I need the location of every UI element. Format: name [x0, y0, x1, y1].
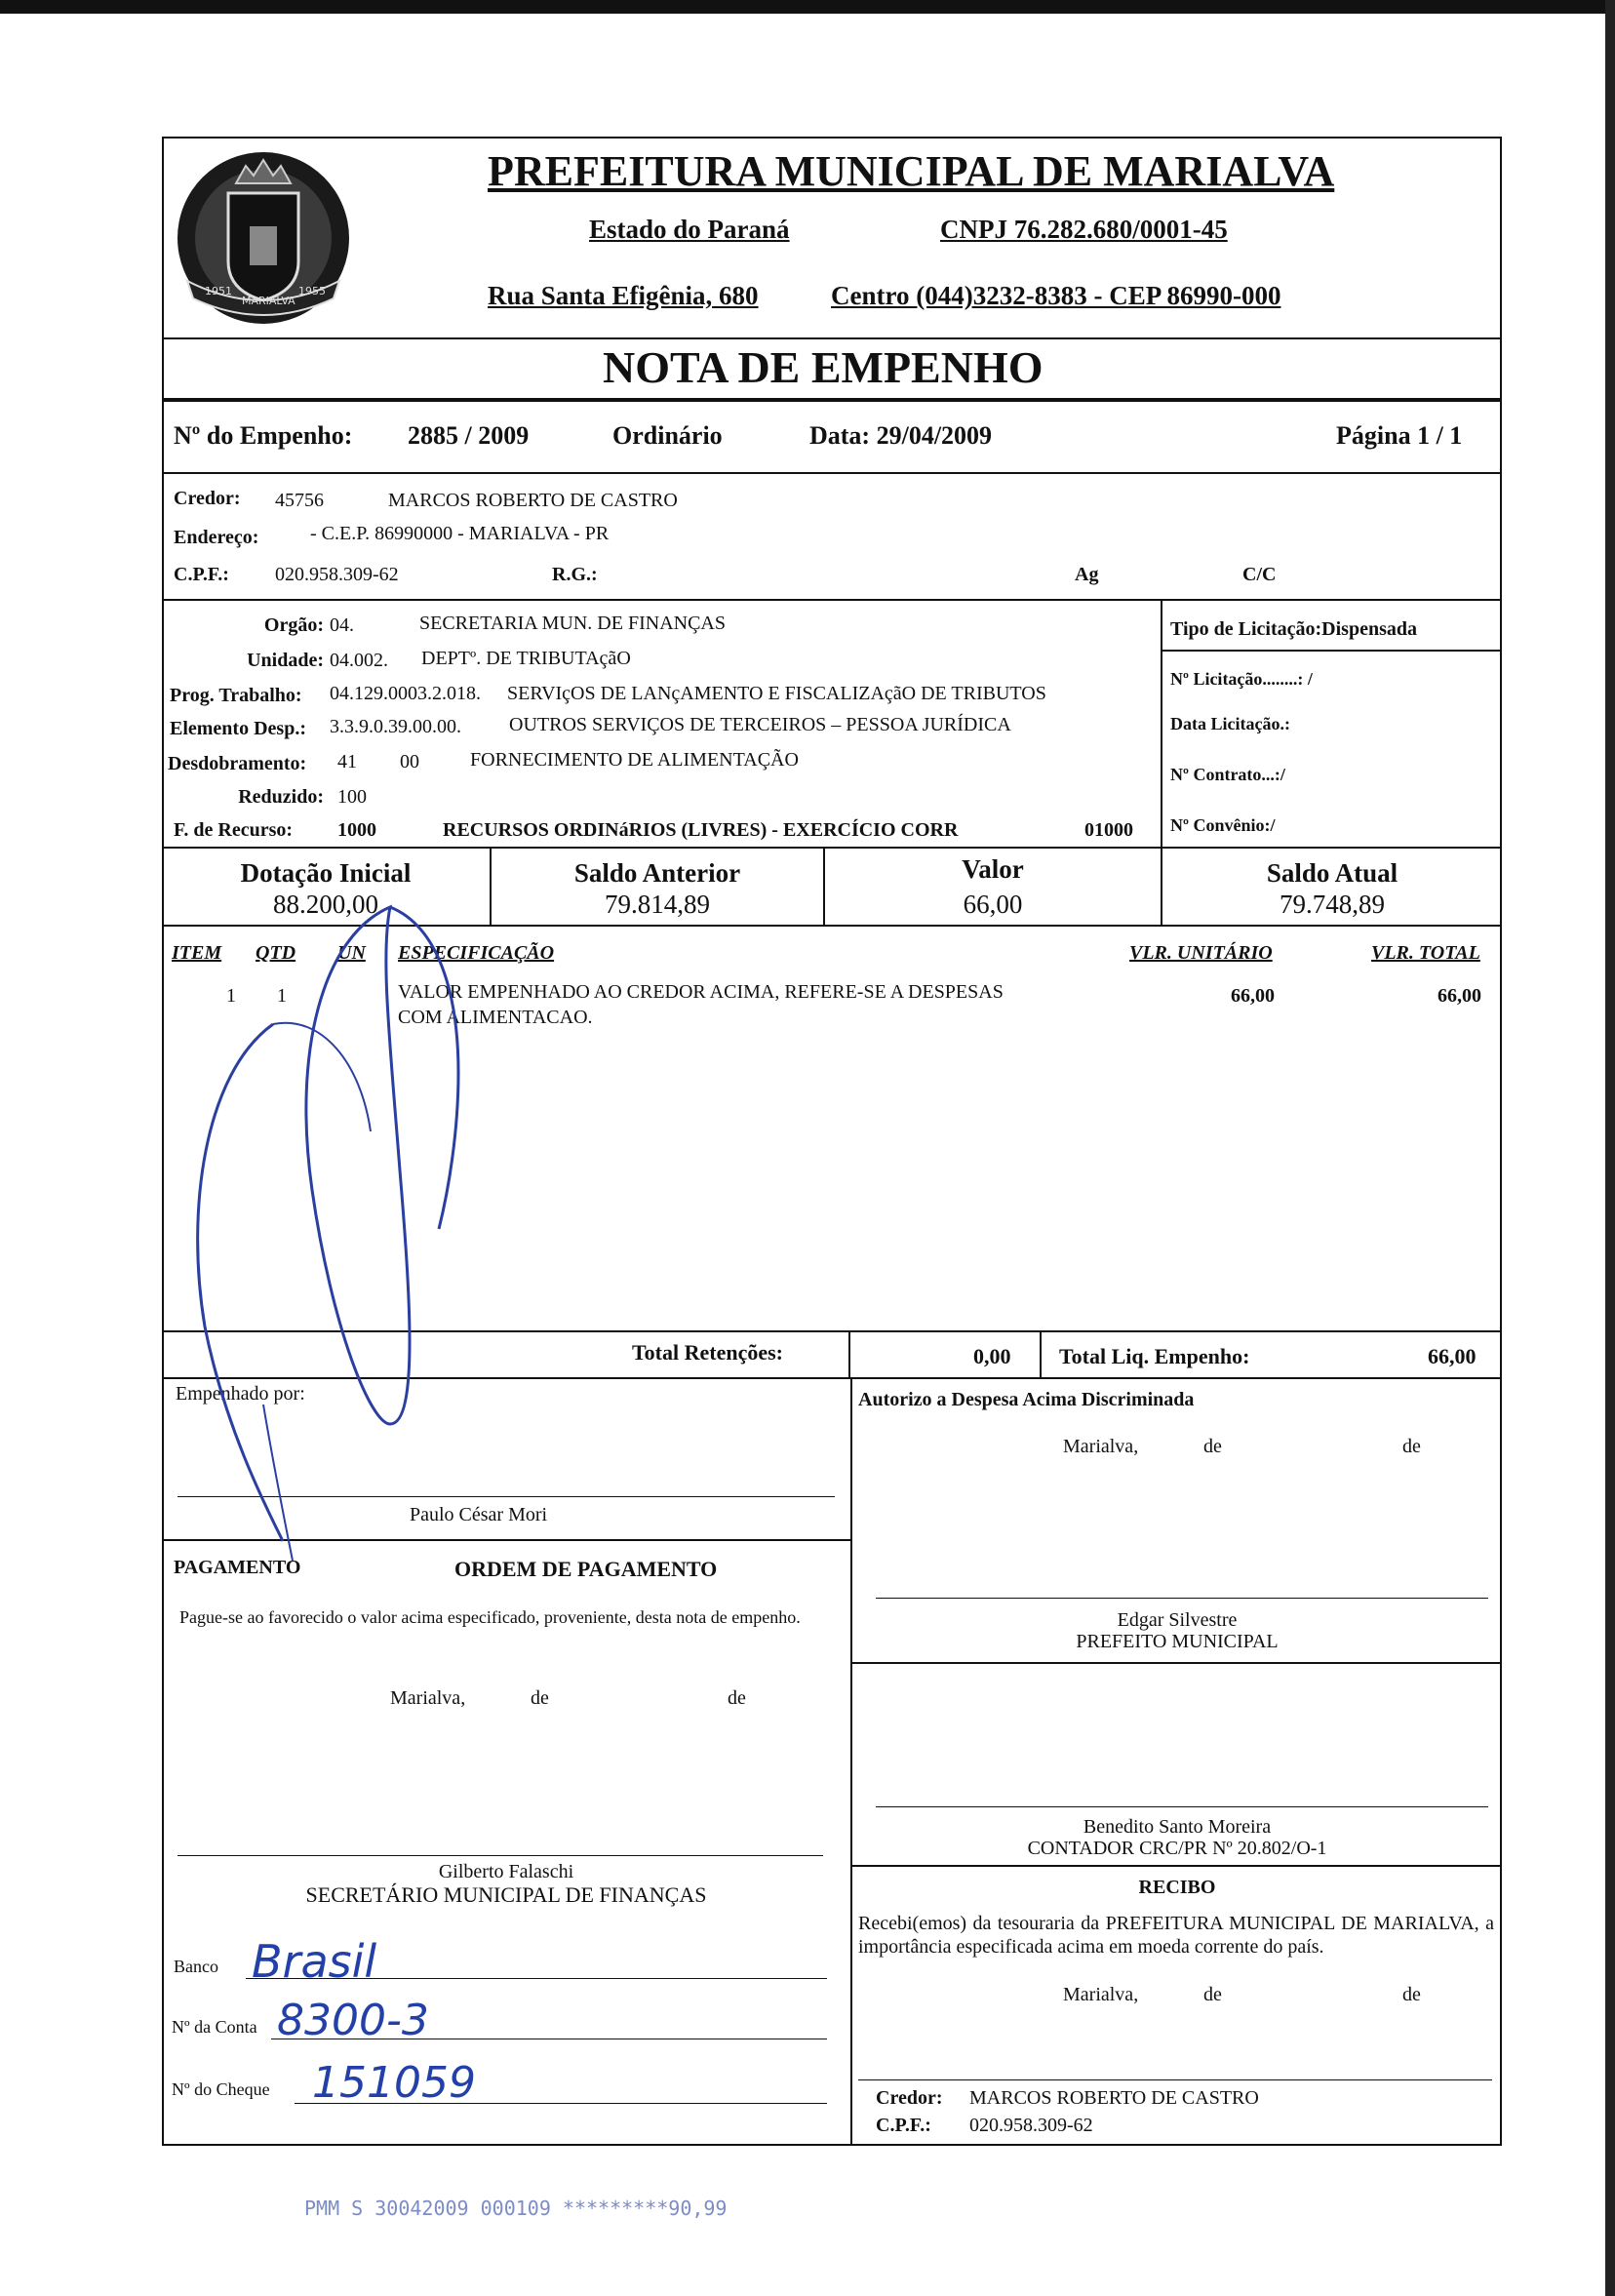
municipal-crest [168, 144, 359, 336]
elemento-name: OUTROS SERVIÇOS DE TERCEIROS – PESSOA JURÍDICA [509, 714, 1011, 735]
autorizo-label: Autorizo a Despesa Acima Discriminada [858, 1389, 1195, 1410]
state-name: Estado do Paraná [589, 215, 790, 244]
credor-name: MARCOS ROBERTO DE CASTRO [388, 490, 678, 511]
divider [852, 1662, 1502, 1664]
elemento-code: 3.3.9.0.39.00.00. [330, 716, 461, 737]
dotacao-inicial-value: 88.200,00 [273, 890, 378, 919]
col-unit-header: VLR. UNITÁRIO [1129, 942, 1273, 964]
cheque-label: Nº do Cheque [172, 2079, 270, 2099]
recibo-text: Recebi(emos) da tesouraria da PREFEITURA MUNICIPAL DE MARIALVA, a importância especificada acima em moeda corrente do país. [858, 1913, 1494, 1958]
row-qtd: 1 [277, 985, 287, 1007]
col-spec-header: ESPECIFICAÇÃO [398, 942, 555, 964]
recurso-label: F. de Recurso: [174, 819, 294, 841]
empenho-date: Data: 29/04/2009 [809, 421, 993, 450]
prefeito-name: Edgar Silvestre [1117, 1609, 1238, 1631]
divider [162, 847, 1502, 849]
signature-line [876, 1598, 1488, 1599]
cpf-label: C.P.F.: [174, 564, 229, 585]
convenio-number: Nº Convênio:/ [1170, 815, 1276, 835]
licitacao-type: Tipo de Licitação:Dispensada [1170, 618, 1417, 640]
prefeitura-title: PREFEITURA MUNICIPAL DE MARIALVA [488, 147, 1335, 195]
recibo-title: RECIBO [1138, 1877, 1216, 1898]
pagamento-de1: de [531, 1687, 549, 1709]
recibo-cpf-label: C.P.F.: [876, 2115, 931, 2136]
account-label: C/C [1242, 564, 1277, 585]
prog-label: Prog. Trabalho: [170, 685, 302, 706]
col-item-header: ITEM [172, 942, 222, 964]
valor-label: Valor [962, 854, 1024, 884]
saldo-anterior-value: 79.814,89 [605, 890, 710, 919]
secretario-name: Gilberto Falaschi [438, 1861, 574, 1882]
prefeito-title: PREFEITO MUNICIPAL [1076, 1631, 1279, 1652]
saldo-atual-value: 79.748,89 [1280, 890, 1385, 919]
unidade-name: DEPTº. DE TRIBUTAçãO [421, 648, 631, 669]
prog-name: SERVIçOS DE LANçAMENTO E FISCALIZAçãO DE TRIBUTOS [507, 683, 1046, 704]
unidade-label: Unidade: [247, 650, 324, 671]
autorizo-city: Marialva, [1063, 1436, 1139, 1457]
liquido-value: 66,00 [1428, 1344, 1477, 1368]
svg-text:1955: 1955 [298, 285, 326, 297]
col-un-header: UN [337, 942, 366, 964]
retencoes-value: 0,00 [973, 1344, 1011, 1368]
liquido-label: Total Liq. Empenho: [1059, 1344, 1250, 1368]
recurso-number: 01000 [1084, 819, 1133, 841]
divider [850, 1377, 852, 2146]
divider [1161, 650, 1502, 652]
divider [162, 398, 1502, 402]
agency-label: Ag [1075, 564, 1099, 585]
secretario-title: SECRETÁRIO MUNICIPAL DE FINANÇAS [305, 1882, 707, 1907]
recibo-credor-label: Credor: [876, 2087, 943, 2109]
recibo-city: Marialva, [1063, 1984, 1139, 2005]
credor-label: Credor: [174, 488, 241, 509]
ordem-pagamento-title: ORDEM DE PAGAMENTO [454, 1557, 718, 1581]
empenho-number: 2885 / 2009 [408, 421, 530, 450]
row-spec-line2: COM ALIMENTACAO. [398, 1007, 593, 1028]
street-address: Rua Santa Efigênia, 680 [488, 281, 759, 310]
dotacao-inicial-label: Dotação Inicial [240, 858, 412, 888]
page-number: Página 1 / 1 [1336, 421, 1463, 450]
empenhado-signer: Paulo César Mori [410, 1504, 548, 1525]
reduzido-label: Reduzido: [238, 786, 324, 808]
document-title: NOTA DE EMPENHO [603, 342, 1044, 392]
recibo-credor-name: MARCOS ROBERTO DE CASTRO [969, 2087, 1259, 2109]
address-label: Endereço: [174, 527, 259, 548]
conta-value: 8300-3 [277, 1996, 429, 2045]
row-unit-value: 66,00 [1231, 985, 1275, 1007]
contador-name: Benedito Santo Moreira [1083, 1816, 1272, 1838]
divider [1040, 1330, 1042, 1379]
pagamento-city: Marialva, [390, 1687, 466, 1709]
reduzido-value: 100 [337, 786, 367, 808]
divider [848, 1330, 850, 1379]
divider [162, 599, 1502, 601]
banco-label: Banco [174, 1957, 218, 1976]
saldo-atual-label: Saldo Atual [1266, 858, 1398, 888]
contador-title: CONTADOR CRC/PR Nº 20.802/O-1 [1027, 1838, 1327, 1859]
elemento-label: Elemento Desp.: [170, 718, 306, 739]
cheque-value: 151059 [312, 2058, 476, 2108]
pagamento-de2: de [728, 1687, 746, 1709]
licitacao-number: Nº Licitação........: / [1170, 669, 1313, 689]
svg-text:1951: 1951 [205, 285, 232, 297]
valor-value: 66,00 [963, 890, 1023, 919]
unidade-code: 04.002. [330, 650, 388, 671]
recibo-de1: de [1203, 1984, 1222, 2005]
recibo-de2: de [1402, 1984, 1421, 2005]
recurso-name: RECURSOS ORDINáRIOS (LIVRES) - EXERCÍCIO CORR [443, 819, 959, 841]
saldo-anterior-label: Saldo Anterior [573, 858, 741, 888]
row-total-value: 66,00 [1438, 985, 1481, 1007]
autorizo-de2: de [1402, 1436, 1421, 1457]
row-item: 1 [226, 985, 236, 1007]
svg-text:MARIALVA: MARIALVA [242, 295, 295, 307]
divider [162, 472, 1502, 474]
district-phone-cep: Centro (044)3232-8383 - CEP 86990-000 [831, 281, 1281, 310]
orgao-code: 04. [330, 614, 354, 636]
conta-label: Nº da Conta [172, 2017, 257, 2037]
scan-edge-top [0, 0, 1615, 14]
desdobramento-name: FORNECIMENTO DE ALIMENTAÇÃO [470, 749, 799, 771]
empenho-number-label: Nº do Empenho: [174, 421, 353, 450]
credor-code: 45756 [275, 490, 324, 511]
divider [162, 337, 1502, 339]
licitacao-date: Data Licitação.: [1170, 714, 1290, 733]
handwritten-signature [166, 878, 536, 1580]
pagamento-text: Pague-se ao favorecido o valor acima especificado, proveniente, desta nota de empenho. [179, 1607, 801, 1627]
empenhado-label: Empenhado por: [176, 1383, 305, 1405]
cnpj: CNPJ 76.282.680/0001-45 [940, 215, 1228, 244]
desdobramento-code: 41 [337, 751, 357, 772]
credor-cpf: 020.958.309-62 [275, 564, 399, 585]
rg-label: R.G.: [552, 564, 598, 585]
recibo-cpf: 020.958.309-62 [969, 2115, 1093, 2136]
retencoes-label: Total Retenções: [632, 1340, 783, 1365]
autorizo-de1: de [1203, 1436, 1222, 1457]
prog-code: 04.129.0003.2.018. [330, 683, 481, 704]
recurso-code: 1000 [337, 819, 376, 841]
scan-edge-right [1605, 0, 1615, 2296]
empenho-type: Ordinário [612, 421, 723, 450]
divider [852, 1865, 1502, 1867]
desdobramento-label: Desdobramento: [168, 753, 307, 774]
col-qtd-header: QTD [256, 942, 296, 964]
payment-stamp: PMM S 30042009 000109 *********90,99 [304, 2197, 728, 2220]
divider [1161, 599, 1162, 847]
pagamento-label: PAGAMENTO [174, 1557, 301, 1578]
desdobramento-sub: 00 [400, 751, 419, 772]
signature-line [858, 2079, 1492, 2080]
orgao-label: Orgão: [263, 614, 324, 636]
banco-value: Brasil [252, 1935, 377, 1988]
orgao-name: SECRETARIA MUN. DE FINANÇAS [419, 613, 726, 634]
credor-address: - C.E.P. 86990000 - MARIALVA - PR [310, 523, 610, 544]
signature-line [177, 1855, 823, 1856]
contrato-number: Nº Contrato...:/ [1170, 765, 1285, 784]
col-total-header: VLR. TOTAL [1371, 942, 1480, 964]
row-spec-line1: VALOR EMPENHADO AO CREDOR ACIMA, REFERE-SE A DESPESAS [398, 981, 1004, 1003]
signature-line [876, 1806, 1488, 1807]
